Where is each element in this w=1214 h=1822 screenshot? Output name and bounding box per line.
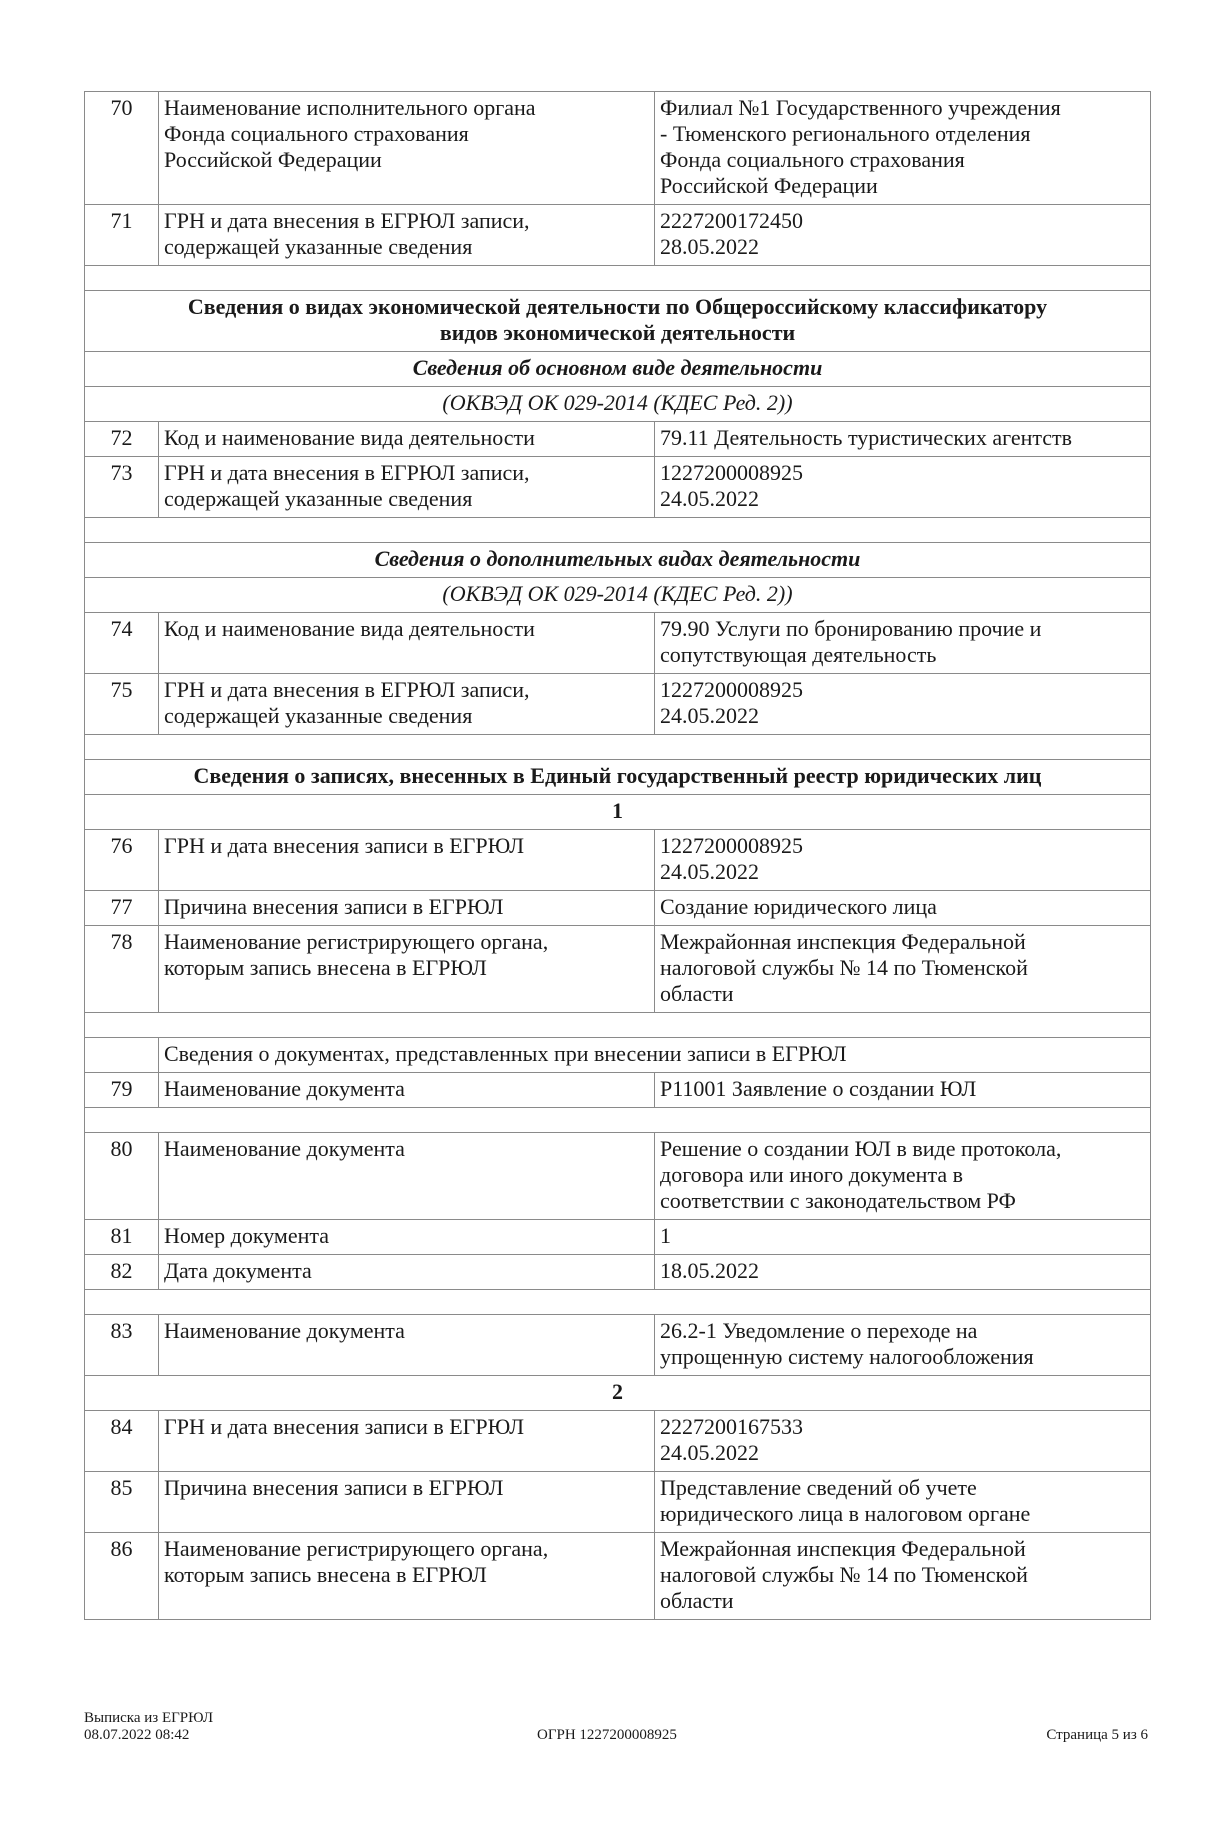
row-number: 76	[85, 830, 159, 891]
footer-page-number: Страница 5 из 6	[1046, 1727, 1148, 1743]
field-label: Код и наименование вида деятельности	[159, 422, 655, 457]
field-value: 1227200008925 24.05.2022	[655, 457, 1151, 518]
egrul-extract-table	[84, 91, 1151, 1620]
subsection-heading: Сведения об основном виде деятельности	[85, 352, 1151, 387]
field-value: 2227200172450 28.05.2022	[655, 205, 1151, 266]
table-row	[85, 1073, 1151, 1108]
field-label: Наименование регистрирующего органа, которым запись внесена в ЕГРЮЛ	[159, 1533, 655, 1620]
section-heading: Сведения о видах экономической деятельности по Общероссийскому классификатору видов экономической деятельности	[85, 291, 1151, 352]
field-label: ГРН и дата внесения записи в ЕГРЮЛ	[159, 1411, 655, 1472]
field-label: Наименование документа	[159, 1315, 655, 1376]
field-value: 26.2-1 Уведомление о переходе на упрощенную систему налогообложения	[655, 1315, 1151, 1376]
row-number: 77	[85, 891, 159, 926]
field-label: Причина внесения записи в ЕГРЮЛ	[159, 1472, 655, 1533]
table-row	[85, 457, 1151, 518]
spacer-cell	[85, 1108, 1151, 1133]
field-value: 1227200008925 24.05.2022	[655, 830, 1151, 891]
classifier-caption: (ОКВЭД ОК 029-2014 (КДЕС Ред. 2))	[85, 387, 1151, 422]
table-row	[85, 1315, 1151, 1376]
field-label: Наименование регистрирующего органа, которым запись внесена в ЕГРЮЛ	[159, 926, 655, 1013]
field-label: ГРН и дата внесения в ЕГРЮЛ записи, содержащей указанные сведения	[159, 674, 655, 735]
subsection-row	[85, 543, 1151, 578]
field-label: Код и наименование вида деятельности	[159, 613, 655, 674]
row-number: 84	[85, 1411, 159, 1472]
row-number-empty	[85, 1038, 159, 1073]
documents-header: Сведения о документах, представленных при внесении записи в ЕГРЮЛ	[159, 1038, 1151, 1073]
spacer-row	[85, 1290, 1151, 1315]
row-number: 82	[85, 1255, 159, 1290]
classifier-caption: (ОКВЭД ОК 029-2014 (КДЕС Ред. 2))	[85, 578, 1151, 613]
field-label: Дата документа	[159, 1255, 655, 1290]
field-label: Наименование документа	[159, 1133, 655, 1220]
row-number: 81	[85, 1220, 159, 1255]
spacer-row	[85, 266, 1151, 291]
field-value: 79.11 Деятельность туристических агентств	[655, 422, 1151, 457]
row-number: 72	[85, 422, 159, 457]
table-row	[85, 1472, 1151, 1533]
row-number: 79	[85, 1073, 159, 1108]
table-row	[85, 1220, 1151, 1255]
section-row	[85, 291, 1151, 352]
row-number: 83	[85, 1315, 159, 1376]
spacer-cell	[85, 518, 1151, 543]
field-value: Представление сведений об учете юридического лица в налоговом органе	[655, 1472, 1151, 1533]
table-row	[85, 613, 1151, 674]
subsection-row	[85, 352, 1151, 387]
table-row	[85, 1411, 1151, 1472]
field-label: Номер документа	[159, 1220, 655, 1255]
field-value: Межрайонная инспекция Федеральной налоговой службы № 14 по Тюменской области	[655, 1533, 1151, 1620]
field-value: Филиал №1 Государственного учреждения - Тюменского регионального отделения Фонда социального страхования Российской Федерации	[655, 92, 1151, 205]
egrul-extract-table-body	[85, 92, 1151, 1620]
field-label: ГРН и дата внесения в ЕГРЮЛ записи, содержащей указанные сведения	[159, 205, 655, 266]
row-number: 70	[85, 92, 159, 205]
recnum-row	[85, 1376, 1151, 1411]
spacer-row	[85, 1108, 1151, 1133]
spacer-cell	[85, 735, 1151, 760]
table-row	[85, 674, 1151, 735]
field-value: Решение о создании ЮЛ в виде протокола, договора или иного документа в соответствии с законодательством РФ	[655, 1133, 1151, 1220]
field-label: Причина внесения записи в ЕГРЮЛ	[159, 891, 655, 926]
field-value: 2227200167533 24.05.2022	[655, 1411, 1151, 1472]
table-row	[85, 92, 1151, 205]
spacer-cell	[85, 266, 1151, 291]
table-row	[85, 926, 1151, 1013]
table-row	[85, 205, 1151, 266]
recnum-row	[85, 795, 1151, 830]
row-number: 78	[85, 926, 159, 1013]
field-value: 79.90 Услуги по бронированию прочие и сопутствующая деятельность	[655, 613, 1151, 674]
table-row	[85, 422, 1151, 457]
field-value: 1	[655, 1220, 1151, 1255]
footer-doc-title: Выписка из ЕГРЮЛ	[84, 1710, 213, 1726]
documents-header-row	[85, 1038, 1151, 1073]
row-number: 71	[85, 205, 159, 266]
row-number: 73	[85, 457, 159, 518]
field-label: ГРН и дата внесения записи в ЕГРЮЛ	[159, 830, 655, 891]
section-heading: Сведения о записях, внесенных в Единый государственный реестр юридических лиц	[85, 760, 1151, 795]
field-value: Межрайонная инспекция Федеральной налоговой службы № 14 по Тюменской области	[655, 926, 1151, 1013]
field-label: Наименование документа	[159, 1073, 655, 1108]
classifier-row	[85, 387, 1151, 422]
row-number: 75	[85, 674, 159, 735]
field-label: Наименование исполнительного органа Фонда социального страхования Российской Федерации	[159, 92, 655, 205]
spacer-cell	[85, 1290, 1151, 1315]
footer-document-info	[84, 1710, 213, 1744]
table-row	[85, 1255, 1151, 1290]
spacer-row	[85, 518, 1151, 543]
field-value: Создание юридического лица	[655, 891, 1151, 926]
classifier-row	[85, 578, 1151, 613]
field-value: Р11001 Заявление о создании ЮЛ	[655, 1073, 1151, 1108]
field-value: 18.05.2022	[655, 1255, 1151, 1290]
spacer-row	[85, 1013, 1151, 1038]
table-row	[85, 891, 1151, 926]
table-row	[85, 830, 1151, 891]
row-number: 86	[85, 1533, 159, 1620]
record-number: 2	[85, 1376, 1151, 1411]
table-row	[85, 1533, 1151, 1620]
table-row	[85, 1133, 1151, 1220]
spacer-row	[85, 735, 1151, 760]
row-number: 74	[85, 613, 159, 674]
field-label: ГРН и дата внесения в ЕГРЮЛ записи, содержащей указанные сведения	[159, 457, 655, 518]
subsection-heading: Сведения о дополнительных видах деятельности	[85, 543, 1151, 578]
row-number: 85	[85, 1472, 159, 1533]
footer-datetime: 08.07.2022 08:42	[84, 1727, 190, 1743]
record-number: 1	[85, 795, 1151, 830]
section-row	[85, 760, 1151, 795]
spacer-cell	[85, 1013, 1151, 1038]
row-number: 80	[85, 1133, 159, 1220]
field-value: 1227200008925 24.05.2022	[655, 674, 1151, 735]
footer-ogrn: ОГРН 1227200008925	[537, 1727, 677, 1743]
